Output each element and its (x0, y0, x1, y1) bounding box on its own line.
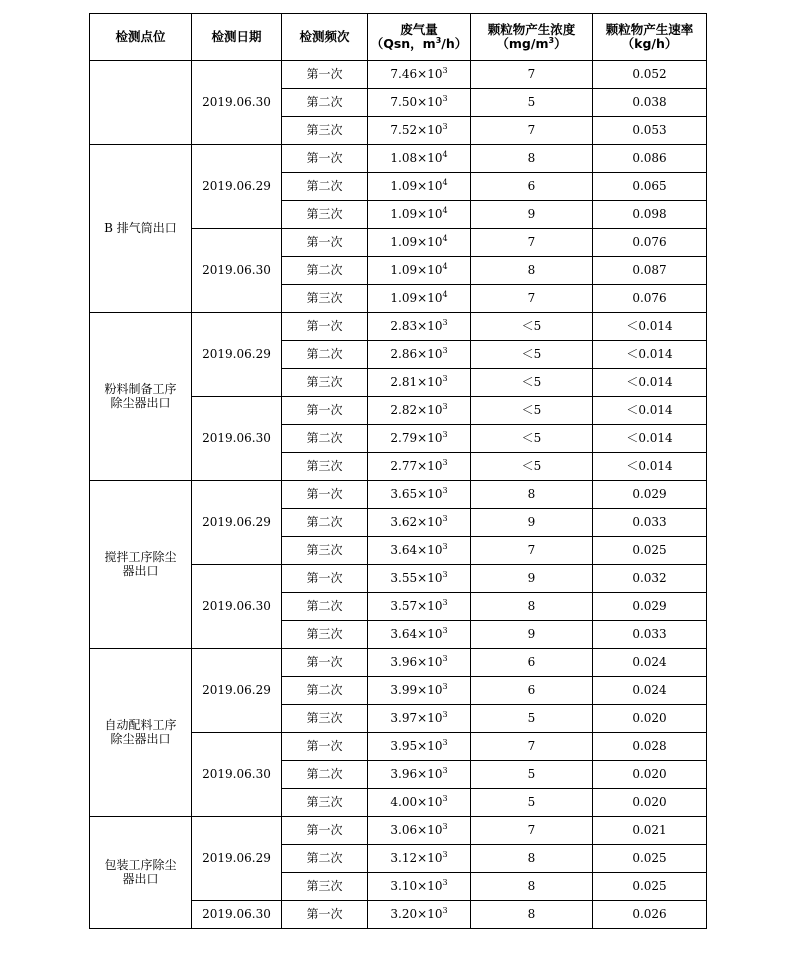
concentration-cell: 8 (471, 257, 593, 285)
rate-cell: 0.028 (593, 733, 707, 761)
flow-value: 4.00×10 (390, 794, 443, 809)
frequency-cell: 第三次 (282, 369, 368, 397)
concentration-cell: 8 (471, 845, 593, 873)
rate-cell: 0.087 (593, 257, 707, 285)
rate-cell: 0.098 (593, 201, 707, 229)
frequency-cell: 第一次 (282, 649, 368, 677)
header-concentration-unit: $(mg/m^3)$ (496, 35, 567, 51)
header-rate-unit: （kg/h） (621, 36, 678, 51)
flow-value: 3.12×10 (390, 850, 443, 865)
flow-value: 3.57×10 (390, 598, 443, 613)
frequency-cell: 第三次 (282, 873, 368, 901)
rate-cell: 0.029 (593, 593, 707, 621)
location-cell (90, 313, 192, 481)
header-row (90, 14, 707, 61)
flow-exponent: 3 (442, 93, 448, 103)
header-concentration-title: 颗粒物产生浓度 (487, 21, 576, 37)
frequency-cell: 第三次 (282, 705, 368, 733)
date-cell: 2019.06.30 (192, 61, 282, 145)
concentration-cell: 6 (471, 649, 593, 677)
flow-cell (368, 397, 471, 425)
flow-exponent: 3 (442, 849, 448, 859)
concentration-cell: 9 (471, 565, 593, 593)
flow-value: 1.09×10 (390, 234, 443, 249)
flow-cell (368, 61, 471, 89)
concentration-cell: 5 (471, 705, 593, 733)
flow-cell (368, 229, 471, 257)
flow-exponent: 3 (442, 429, 448, 439)
flow-cell (368, 649, 471, 677)
date-cell: 2019.06.30 (192, 397, 282, 481)
concentration-cell: 7 (471, 117, 593, 145)
flow-value: 3.62×10 (390, 514, 443, 529)
flow-cell (368, 313, 471, 341)
flow-exponent: 3 (442, 625, 448, 635)
rate-cell: 0.020 (593, 789, 707, 817)
header-date: 检测日期 (192, 14, 282, 61)
frequency-cell: 第三次 (282, 285, 368, 313)
concentration-cell: 5 (471, 89, 593, 117)
frequency-cell: 第二次 (282, 173, 368, 201)
frequency-cell: 第三次 (282, 537, 368, 565)
concentration-cell: 6 (471, 173, 593, 201)
flow-cell (368, 89, 471, 117)
concentration-cell: ＜5 (471, 453, 593, 481)
rate-cell: 0.024 (593, 649, 707, 677)
rate-cell: ＜0.014 (593, 369, 707, 397)
frequency-cell: 第一次 (282, 145, 368, 173)
rate-cell: ＜0.014 (593, 313, 707, 341)
frequency-cell: 第二次 (282, 425, 368, 453)
rate-cell: ＜0.014 (593, 397, 707, 425)
frequency-cell: 第一次 (282, 817, 368, 845)
date-cell: 2019.06.30 (192, 565, 282, 649)
frequency-cell: 第一次 (282, 229, 368, 257)
flow-value: 3.99×10 (390, 682, 443, 697)
frequency-cell: 第三次 (282, 789, 368, 817)
header-flow-unit: （Qsn，$m^3/h$） (370, 35, 468, 51)
flow-value: 3.96×10 (390, 654, 443, 669)
flow-value: 3.95×10 (390, 738, 443, 753)
flow-exponent: 4 (442, 205, 448, 215)
flow-cell (368, 733, 471, 761)
rate-cell: 0.020 (593, 761, 707, 789)
flow-exponent: 3 (442, 877, 448, 887)
flow-cell (368, 845, 471, 873)
rate-cell: 0.086 (593, 145, 707, 173)
flow-value: 3.20×10 (390, 906, 443, 921)
frequency-cell: 第三次 (282, 201, 368, 229)
concentration-cell: 8 (471, 145, 593, 173)
rate-cell: 0.033 (593, 509, 707, 537)
flow-value: 3.64×10 (390, 542, 443, 557)
concentration-cell: 5 (471, 789, 593, 817)
date-cell: 2019.06.30 (192, 229, 282, 313)
flow-exponent: 3 (442, 737, 448, 747)
flow-cell (368, 565, 471, 593)
flow-exponent: 3 (442, 65, 448, 75)
concentration-cell: 9 (471, 509, 593, 537)
flow-exponent: 3 (442, 373, 448, 383)
concentration-cell: 7 (471, 817, 593, 845)
flow-value: 7.46×10 (390, 66, 443, 81)
flow-exponent: 3 (442, 905, 448, 915)
flow-cell (368, 369, 471, 397)
rate-cell: 0.065 (593, 173, 707, 201)
frequency-cell: 第一次 (282, 901, 368, 929)
flow-exponent: 3 (442, 541, 448, 551)
header-location: 检测点位 (90, 14, 192, 61)
frequency-cell: 第二次 (282, 677, 368, 705)
rate-cell: 0.025 (593, 537, 707, 565)
table-body (90, 61, 707, 929)
flow-value: 1.09×10 (390, 178, 443, 193)
rate-cell: 0.029 (593, 481, 707, 509)
header-frequency: 检测频次 (282, 14, 368, 61)
flow-cell (368, 873, 471, 901)
flow-exponent: 3 (442, 821, 448, 831)
frequency-cell: 第一次 (282, 565, 368, 593)
concentration-cell: ＜5 (471, 341, 593, 369)
date-cell: 2019.06.29 (192, 145, 282, 229)
flow-value: 7.52×10 (390, 122, 443, 137)
flow-exponent: 3 (442, 709, 448, 719)
concentration-cell: 7 (471, 229, 593, 257)
flow-cell (368, 677, 471, 705)
flow-cell (368, 621, 471, 649)
flow-exponent: 3 (442, 457, 448, 467)
flow-exponent: 3 (442, 121, 448, 131)
concentration-cell: 9 (471, 621, 593, 649)
frequency-cell: 第一次 (282, 481, 368, 509)
header-flow-title: 废气量 (400, 21, 438, 37)
table-header (90, 14, 707, 61)
rate-cell: 0.038 (593, 89, 707, 117)
concentration-cell: 9 (471, 201, 593, 229)
frequency-cell: 第三次 (282, 621, 368, 649)
flow-exponent: 4 (442, 261, 448, 271)
rate-cell: 0.033 (593, 621, 707, 649)
location-label-line: 搅拌工序除尘 (104, 549, 177, 564)
rate-cell: 0.076 (593, 285, 707, 313)
flow-cell (368, 173, 471, 201)
location-label-line: 器出口 (122, 563, 159, 578)
frequency-cell: 第二次 (282, 845, 368, 873)
date-cell: 2019.06.29 (192, 817, 282, 901)
concentration-cell: ＜5 (471, 397, 593, 425)
flow-cell (368, 145, 471, 173)
rate-cell: 0.076 (593, 229, 707, 257)
flow-value: 2.83×10 (390, 318, 443, 333)
concentration-cell: 7 (471, 733, 593, 761)
flow-exponent: 4 (442, 289, 448, 299)
frequency-cell: 第一次 (282, 313, 368, 341)
concentration-cell: 8 (471, 481, 593, 509)
rate-cell: 0.024 (593, 677, 707, 705)
location-cell (90, 61, 192, 145)
flow-value: 2.81×10 (390, 374, 443, 389)
table-row (90, 481, 707, 509)
frequency-cell: 第二次 (282, 341, 368, 369)
header-rate-title: 颗粒物产生速率 (605, 21, 694, 37)
location-label-line: 除尘器出口 (110, 395, 171, 410)
concentration-cell: ＜5 (471, 313, 593, 341)
flow-value: 1.09×10 (390, 290, 443, 305)
frequency-cell: 第二次 (282, 509, 368, 537)
table-row (90, 817, 707, 845)
flow-value: 2.79×10 (390, 430, 443, 445)
rate-cell: 0.032 (593, 565, 707, 593)
location-cell (90, 649, 192, 817)
flow-value: 3.97×10 (390, 710, 443, 725)
date-cell: 2019.06.29 (192, 313, 282, 397)
date-cell: 2019.06.29 (192, 481, 282, 565)
flow-value: 3.64×10 (390, 626, 443, 641)
flow-exponent: 3 (442, 653, 448, 663)
location-label-line: 粉料制备工序 (104, 381, 177, 396)
concentration-cell: ＜5 (471, 369, 593, 397)
flow-value: 2.77×10 (390, 458, 443, 473)
flow-cell (368, 285, 471, 313)
flow-cell (368, 817, 471, 845)
flow-cell (368, 537, 471, 565)
location-label-line: 器出口 (122, 871, 159, 886)
concentration-cell: 8 (471, 901, 593, 929)
rate-cell: 0.020 (593, 705, 707, 733)
flow-exponent: 3 (442, 317, 448, 327)
flow-cell (368, 481, 471, 509)
concentration-cell: 7 (471, 61, 593, 89)
flow-cell (368, 425, 471, 453)
location-cell (90, 817, 192, 929)
flow-value: 3.55×10 (390, 570, 443, 585)
frequency-cell: 第二次 (282, 593, 368, 621)
location-label-line: 包装工序除尘 (104, 857, 177, 872)
flow-exponent: 3 (442, 597, 448, 607)
flow-cell (368, 509, 471, 537)
flow-value: 3.65×10 (390, 486, 443, 501)
rate-cell: ＜0.014 (593, 453, 707, 481)
flow-exponent: 3 (442, 401, 448, 411)
monitoring-table (89, 13, 707, 929)
flow-value: 3.06×10 (390, 822, 443, 837)
table-row (90, 313, 707, 341)
location-label-line: 自动配料工序 (104, 717, 177, 732)
rate-cell: 0.025 (593, 845, 707, 873)
flow-value: 1.09×10 (390, 206, 443, 221)
flow-exponent: 3 (442, 345, 448, 355)
table-row (90, 61, 707, 89)
flow-exponent: 3 (442, 569, 448, 579)
location-cell (90, 481, 192, 649)
flow-exponent: 4 (442, 149, 448, 159)
flow-exponent: 3 (442, 793, 448, 803)
header-flow (368, 14, 471, 61)
flow-exponent: 3 (442, 681, 448, 691)
flow-cell (368, 201, 471, 229)
flow-cell (368, 761, 471, 789)
date-cell: 2019.06.30 (192, 901, 282, 929)
flow-value: 1.09×10 (390, 262, 443, 277)
flow-value: 2.86×10 (390, 346, 443, 361)
flow-cell (368, 593, 471, 621)
frequency-cell: 第一次 (282, 733, 368, 761)
concentration-cell: 6 (471, 677, 593, 705)
flow-cell (368, 453, 471, 481)
rate-cell: ＜0.014 (593, 425, 707, 453)
frequency-cell: 第二次 (282, 257, 368, 285)
concentration-cell: 8 (471, 873, 593, 901)
table-row (90, 649, 707, 677)
flow-value: 3.96×10 (390, 766, 443, 781)
flow-cell (368, 341, 471, 369)
flow-cell (368, 789, 471, 817)
flow-value: 2.82×10 (390, 402, 443, 417)
location-label-line: B 排气筒出口 (104, 220, 177, 235)
flow-exponent: 4 (442, 233, 448, 243)
date-cell: 2019.06.30 (192, 733, 282, 817)
rate-cell: ＜0.014 (593, 341, 707, 369)
rate-cell: 0.053 (593, 117, 707, 145)
location-label-line: 除尘器出口 (110, 731, 171, 746)
concentration-cell: 5 (471, 761, 593, 789)
table-row (90, 145, 707, 173)
flow-exponent: 3 (442, 513, 448, 523)
flow-value: 7.50×10 (390, 94, 443, 109)
rate-cell: 0.026 (593, 901, 707, 929)
flow-value: 1.08×10 (390, 150, 443, 165)
date-cell: 2019.06.29 (192, 649, 282, 733)
concentration-cell: ＜5 (471, 425, 593, 453)
location-cell (90, 145, 192, 313)
flow-exponent: 3 (442, 485, 448, 495)
flow-cell (368, 901, 471, 929)
flow-cell (368, 257, 471, 285)
flow-exponent: 3 (442, 765, 448, 775)
rate-cell: 0.021 (593, 817, 707, 845)
flow-cell (368, 705, 471, 733)
frequency-cell: 第三次 (282, 117, 368, 145)
concentration-cell: 7 (471, 537, 593, 565)
frequency-cell: 第二次 (282, 89, 368, 117)
rate-cell: 0.025 (593, 873, 707, 901)
header-rate (593, 14, 707, 61)
header-concentration (471, 14, 593, 61)
frequency-cell: 第一次 (282, 61, 368, 89)
frequency-cell: 第二次 (282, 761, 368, 789)
rate-cell: 0.052 (593, 61, 707, 89)
frequency-cell: 第三次 (282, 453, 368, 481)
concentration-cell: 8 (471, 593, 593, 621)
concentration-cell: 7 (471, 285, 593, 313)
frequency-cell: 第一次 (282, 397, 368, 425)
flow-cell (368, 117, 471, 145)
flow-value: 3.10×10 (390, 878, 443, 893)
flow-exponent: 4 (442, 177, 448, 187)
